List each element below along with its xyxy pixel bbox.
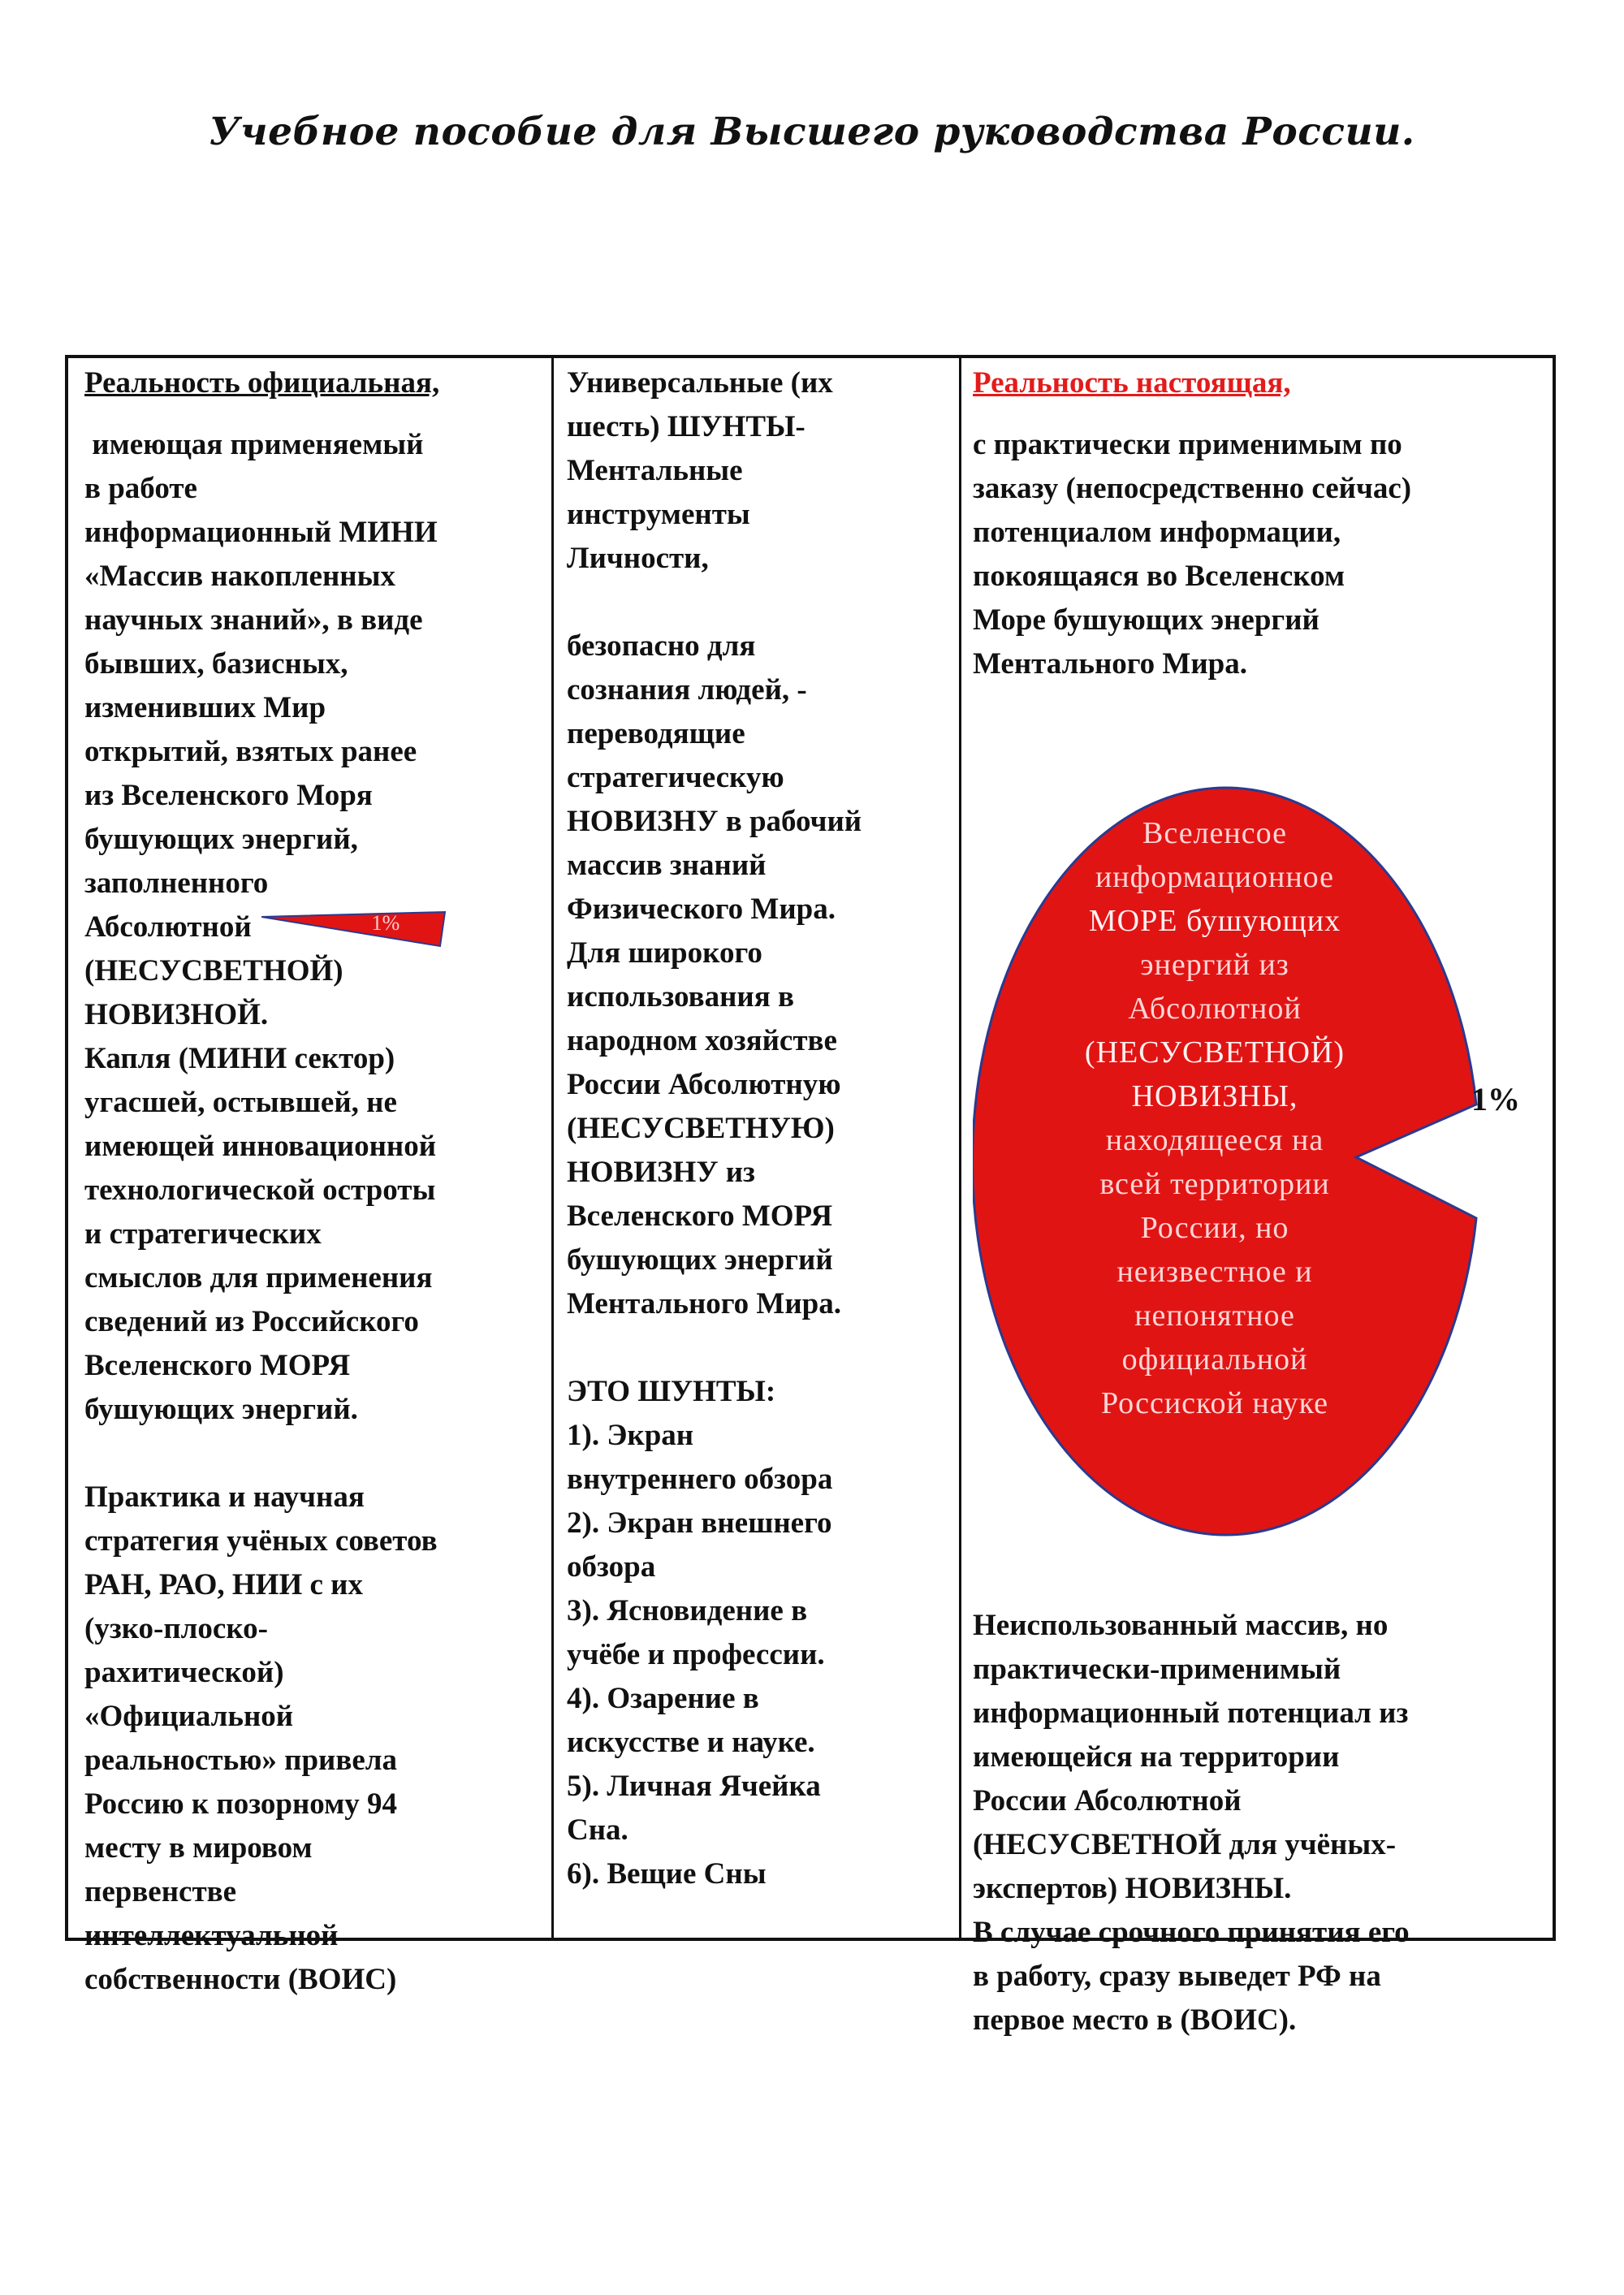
left-line: Капля (МИНИ сектор) <box>84 1042 395 1075</box>
information-sea-oval <box>973 686 1570 1604</box>
left-line: открытий, взятых ранее <box>84 735 417 768</box>
oval-line: Вселенсое <box>1142 816 1287 850</box>
shunt-item: 4). Озарение в <box>567 1682 759 1715</box>
shunt-item: обзора <box>567 1550 656 1584</box>
right-line: имеющейся на территории <box>973 1740 1340 1774</box>
left-line: сведений из Российского <box>84 1305 419 1338</box>
right-line: с практически применимым по <box>973 428 1402 461</box>
shunt-item: 3). Ясновидение в <box>567 1594 808 1627</box>
oval-line: России, но <box>1140 1211 1289 1245</box>
oval-percent-label: 1% <box>1471 1081 1520 1117</box>
column-official-reality <box>68 358 551 1996</box>
right-line: Море бушующих энергий <box>973 603 1320 637</box>
middle-line: народном хозяйстве <box>567 1024 837 1057</box>
left-line: НОВИЗНОЙ. <box>84 998 269 1031</box>
middle-line: (НЕСУСВЕТНУЮ) <box>567 1112 835 1145</box>
middle-line: массив знаний <box>567 849 767 882</box>
right-line: практически-применимый <box>973 1653 1341 1686</box>
shunt-item: 2). Экран внешнего <box>567 1506 832 1540</box>
shunt-item: искусстве и науке. <box>567 1726 815 1759</box>
shunt-item: внутреннего обзора <box>567 1463 833 1496</box>
comparison-table <box>65 355 1556 2037</box>
left-line: Россию к позорному 94 <box>84 1787 398 1821</box>
left-line: интеллектуальной <box>84 1919 339 1952</box>
oval-line: (НЕСУСВЕТНОЙ) <box>1084 1035 1345 1070</box>
middle-line: сознания людей, - <box>567 673 807 707</box>
one-percent-wedge <box>252 905 447 949</box>
right-line: потенциалом информации, <box>973 516 1341 549</box>
right-line: России Абсолютной <box>973 1784 1242 1817</box>
middle-line: Универсальные (их <box>567 366 833 400</box>
left-line: информационный МИНИ <box>84 516 438 549</box>
left-line: рахитической) <box>84 1656 284 1689</box>
left-line: месту в мировом <box>84 1831 313 1865</box>
middle-line: инструменты <box>567 498 750 531</box>
wedge-percent-label: 1% <box>371 911 400 935</box>
left-wedge-line <box>84 905 551 949</box>
right-heading: Реальность настоящая, <box>973 366 1291 400</box>
left-line: (НЕСУСВЕТНОЙ) <box>84 954 343 988</box>
left-line: Вселенского МОРЯ <box>84 1349 351 1382</box>
left-heading: Реальность официальная, <box>84 366 440 400</box>
shunts-heading: ЭТО ШУНТЫ: <box>567 1375 776 1408</box>
right-line: Ментального Мира. <box>973 647 1247 681</box>
oval-line: Абсолютной <box>1128 992 1302 1026</box>
middle-line: Для широкого <box>567 936 762 970</box>
left-line: бывших, базисных, <box>84 647 348 681</box>
left-line: РАН, РАО, НИИ с их <box>84 1568 363 1601</box>
column-shunts <box>551 358 959 1938</box>
middle-line: НОВИЗНУ в рабочий <box>567 805 862 838</box>
middle-line: безопасно для <box>567 629 756 663</box>
middle-line: бушующих энергий <box>567 1243 833 1277</box>
right-line: экспертов) НОВИЗНЫ. <box>973 1872 1292 1905</box>
oval-line: НОВИЗНЫ, <box>1131 1079 1298 1113</box>
oval-line: МОРЕ бушующих <box>1088 904 1341 938</box>
right-line: В случае срочного принятия его <box>973 1916 1410 1949</box>
shunt-item: учёбе и профессии. <box>567 1638 825 1671</box>
oval-line: всей территории <box>1099 1167 1330 1201</box>
left-line: в работе <box>84 472 197 505</box>
left-line: смыслов для применения <box>84 1261 433 1294</box>
left-line: бушующих энергий. <box>84 1393 358 1426</box>
oval-line: находящееся на <box>1105 1123 1324 1157</box>
right-line: Неиспользованный массив, но <box>973 1609 1389 1642</box>
right-line: первое место в (ВОИС). <box>973 2003 1297 2037</box>
right-line: заказу (непосредственно сейчас) <box>973 472 1412 505</box>
middle-line: Физического Мира. <box>567 892 836 926</box>
left-line: Абсолютной <box>84 910 252 944</box>
left-line: научных знаний», в виде <box>84 603 423 637</box>
oval-line: Россиской науке <box>1100 1386 1329 1420</box>
middle-line: Вселенского МОРЯ <box>567 1199 833 1233</box>
middle-line: России Абсолютную <box>567 1068 841 1101</box>
right-line: покоящаяся во Вселенском <box>973 560 1345 593</box>
oval-line: энергий из <box>1140 948 1289 982</box>
middle-line: шесть) ШУНТЫ- <box>567 410 806 443</box>
left-line: заполненного <box>84 867 269 900</box>
middle-line: Ментальные <box>567 454 743 487</box>
right-line: (НЕСУСВЕТНОЙ для учёных- <box>973 1828 1397 1861</box>
left-line: технологической остроты <box>84 1173 436 1207</box>
left-line: стратегия учёных советов <box>84 1524 438 1558</box>
middle-line: НОВИЗНУ из <box>567 1156 755 1189</box>
oval-line: неизвестное и <box>1116 1255 1313 1289</box>
left-line: реальностью» привела <box>84 1744 398 1777</box>
left-line: собственности (ВОИС) <box>84 1963 397 1996</box>
left-line: Практика и научная <box>84 1480 365 1514</box>
middle-line: использования в <box>567 980 794 1014</box>
left-line: имеющей инновационной <box>84 1130 437 1163</box>
left-line: (узко-плоско- <box>84 1612 268 1645</box>
shunt-item: 1). Экран <box>567 1419 694 1452</box>
left-line: бушующих энергий, <box>84 823 358 856</box>
page-title: Учебное пособие для Высшего руководства России. <box>209 110 1415 154</box>
middle-line: Личности, <box>567 542 709 575</box>
left-line: и стратегических <box>84 1217 322 1251</box>
middle-line: стратегическую <box>567 761 784 794</box>
right-line: информационный потенциал из <box>973 1696 1409 1730</box>
left-line: из Вселенского Моря <box>84 779 373 812</box>
left-line: первенстве <box>84 1875 237 1908</box>
right-line: в работу, сразу выведет РФ на <box>973 1960 1381 1993</box>
oval-line: непонятное <box>1134 1299 1295 1333</box>
left-line: «Официальной <box>84 1700 294 1733</box>
oval-line: информационное <box>1095 860 1335 894</box>
oval-line: официальной <box>1121 1342 1308 1377</box>
column-true-reality <box>959 358 1556 2037</box>
left-line: «Массив накопленных <box>84 560 395 593</box>
middle-line: Ментального Мира. <box>567 1287 841 1320</box>
left-line: изменивших Мир <box>84 691 326 724</box>
left-line: имеющая применяемый <box>84 428 424 461</box>
oval-caption <box>1060 811 1369 1425</box>
shunt-item: 5). Личная Ячейка <box>567 1770 821 1803</box>
left-line: угасшей, остывшей, не <box>84 1086 397 1119</box>
middle-line: переводящие <box>567 717 745 750</box>
shunt-item: Сна. <box>567 1813 628 1847</box>
shunt-item: 6). Вещие Сны <box>567 1857 767 1891</box>
